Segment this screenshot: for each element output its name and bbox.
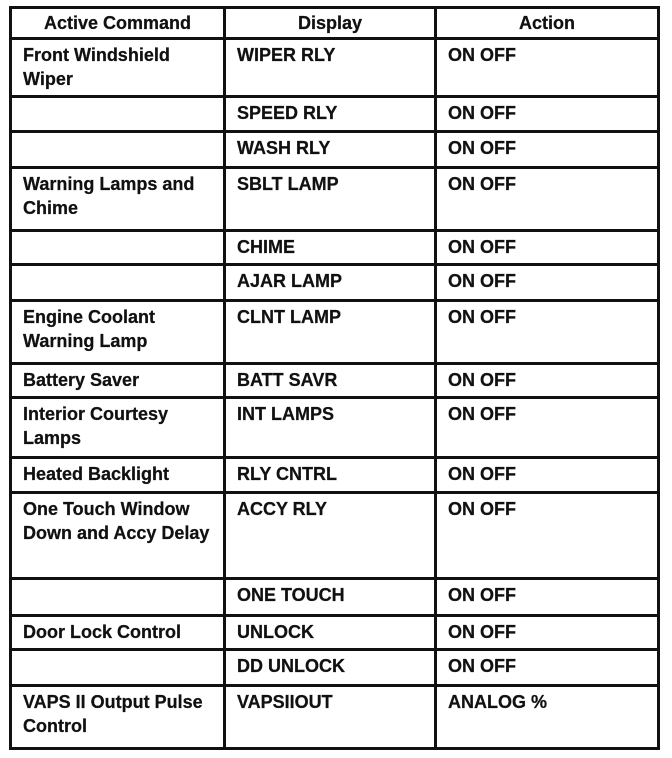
command-table [9, 6, 660, 750]
header-display: Display [225, 8, 436, 39]
action-cell: ON OFF [436, 230, 659, 264]
display-cell: WIPER RLY [225, 39, 436, 97]
command-cell [11, 97, 225, 131]
action-cell: ON OFF [436, 131, 659, 167]
command-cell: Door Lock Control [11, 615, 225, 649]
command-cell: VAPS II Output Pulse Control [11, 686, 225, 749]
display-cell: CLNT LAMP [225, 301, 436, 364]
command-cell [11, 230, 225, 264]
command-cell [11, 264, 225, 300]
display-cell: UNLOCK [225, 615, 436, 649]
display-cell: ACCY RLY [225, 492, 436, 579]
table-row [11, 264, 659, 300]
table-row [11, 650, 659, 686]
table-row [11, 579, 659, 615]
table-row [11, 458, 659, 492]
action-cell: ON OFF [436, 615, 659, 649]
action-cell: ON OFF [436, 458, 659, 492]
table-row [11, 131, 659, 167]
header-active-command: Active Command [11, 8, 225, 39]
action-cell: ON OFF [436, 168, 659, 231]
display-cell: WASH RLY [225, 131, 436, 167]
table-row [11, 615, 659, 649]
table-row [11, 97, 659, 131]
action-cell: ON OFF [436, 579, 659, 615]
display-cell: SBLT LAMP [225, 168, 436, 231]
table-row [11, 686, 659, 749]
header-row [11, 8, 659, 39]
display-cell: SPEED RLY [225, 97, 436, 131]
table-body [11, 39, 659, 749]
table-row [11, 397, 659, 458]
command-cell: Warning Lamps and Chime [11, 168, 225, 231]
display-cell: INT LAMPS [225, 397, 436, 458]
action-cell: ON OFF [436, 264, 659, 300]
command-cell: One Touch Window Down and Accy Delay [11, 492, 225, 579]
command-cell: Front Windshield Wiper [11, 39, 225, 97]
display-cell: ONE TOUCH [225, 579, 436, 615]
display-cell: AJAR LAMP [225, 264, 436, 300]
table-row [11, 363, 659, 397]
action-cell: ON OFF [436, 397, 659, 458]
action-cell: ON OFF [436, 39, 659, 97]
action-cell: ON OFF [436, 301, 659, 364]
display-cell: RLY CNTRL [225, 458, 436, 492]
display-cell: DD UNLOCK [225, 650, 436, 686]
command-cell [11, 650, 225, 686]
action-cell: ON OFF [436, 97, 659, 131]
command-cell: Battery Saver [11, 363, 225, 397]
command-cell [11, 131, 225, 167]
table-row [11, 39, 659, 97]
display-cell: BATT SAVR [225, 363, 436, 397]
action-cell: ON OFF [436, 492, 659, 579]
display-cell: CHIME [225, 230, 436, 264]
command-cell: Heated Backlight [11, 458, 225, 492]
display-cell: VAPSIIOUT [225, 686, 436, 749]
table-row [11, 168, 659, 231]
action-cell: ON OFF [436, 650, 659, 686]
action-cell: ON OFF [436, 363, 659, 397]
table-row [11, 492, 659, 579]
command-cell [11, 579, 225, 615]
table-row [11, 301, 659, 364]
header-action: Action [436, 8, 659, 39]
command-cell: Engine Coolant Warning Lamp [11, 301, 225, 364]
action-cell: ANALOG % [436, 686, 659, 749]
table-row [11, 230, 659, 264]
command-cell: Interior Courtesy Lamps [11, 397, 225, 458]
